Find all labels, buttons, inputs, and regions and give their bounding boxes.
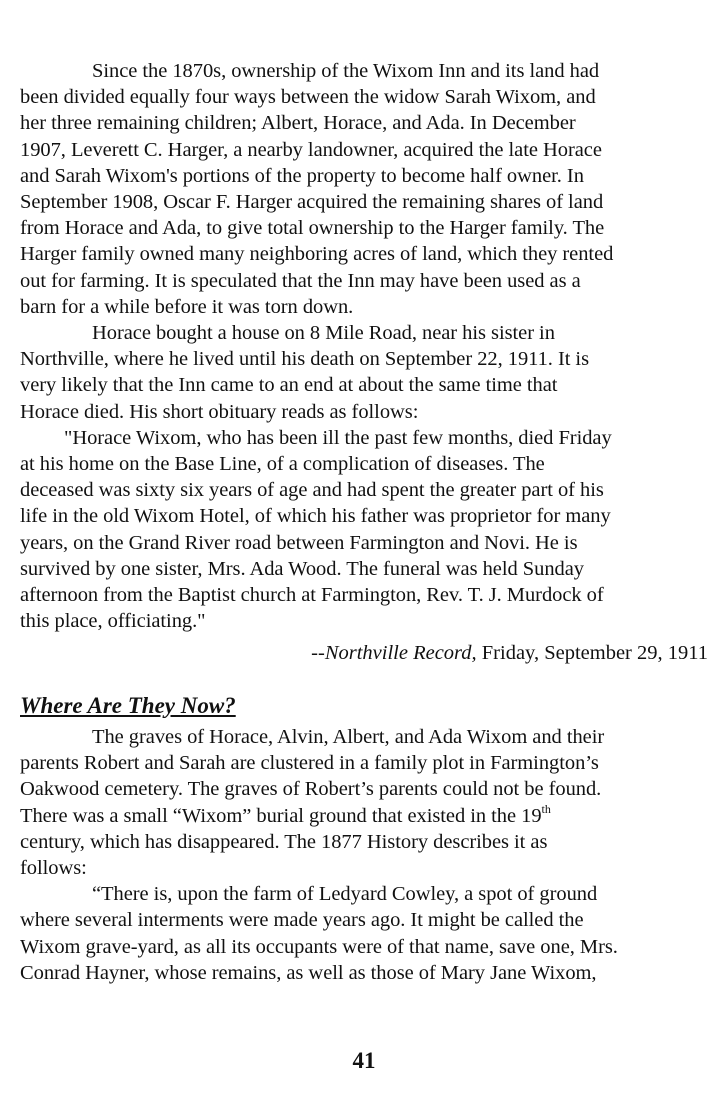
text-line: very likely that the Inn came to an end at about the same time that xyxy=(20,374,558,397)
text-line: been divided equally four ways between the widow Sarah Wixom, and xyxy=(20,86,596,109)
quote-line: Conrad Hayner, whose remains, as well as those of Mary Jane Wixom, xyxy=(20,961,597,984)
quote-line: afternoon from the Baptist church at Farmington, Rev. T. J. Murdock of xyxy=(20,584,604,607)
text-line: Northville, where he lived until his death on September 22, 1911. It is xyxy=(20,348,590,371)
body-text-section-1 xyxy=(20,58,706,634)
text-line: out for farming. It is speculated that the Inn may have been used as a xyxy=(20,269,581,292)
text-line: barn for a while before it was torn down. xyxy=(20,295,354,318)
quote-line: at his home on the Base Line, of a complication of diseases. The xyxy=(20,453,545,476)
text-line: Horace died. His short obituary reads as follows: xyxy=(20,400,419,423)
text-line: Oakwood cemetery. The graves of Robert’s parents could not be found. xyxy=(20,778,602,801)
text-line: century, which has disappeared. The 1877 History describes it as xyxy=(20,830,548,853)
citation-date: Friday, September 29, 1911 xyxy=(476,642,708,664)
text-line xyxy=(20,803,706,829)
quote-line: “There is, upon the farm of Ledyard Cowley, a spot of ground xyxy=(92,883,598,906)
text-line: parents Robert and Sarah are clustered in a family plot in Farmington’s xyxy=(20,752,599,775)
quote-line: Wixom grave-yard, as all its occupants were of that name, save one, Mrs. xyxy=(20,935,618,958)
text-line: 1907, Leverett C. Harger, a nearby landowner, acquired the late Horace xyxy=(20,138,602,161)
text-line: September 1908, Oscar F. Harger acquired the remaining shares of land xyxy=(20,191,604,214)
text-line: Horace bought a house on 8 Mile Road, near his sister in xyxy=(92,322,555,345)
text-line: her three remaining children; Albert, Horace, and Ada. In December xyxy=(20,112,576,135)
quote-citation xyxy=(20,640,708,666)
quote-line: survived by one sister, Mrs. Ada Wood. The funeral was held Sunday xyxy=(20,557,584,580)
text-line: from Horace and Ada, to give total ownership to the Harger family. The xyxy=(20,217,605,240)
text-line: follows: xyxy=(20,857,87,880)
text-line: Since the 1870s, ownership of the Wixom Inn and its land had xyxy=(92,60,600,82)
citation-prefix: -- xyxy=(311,642,325,664)
text-line: The graves of Horace, Alvin, Albert, and Ada Wixom and their xyxy=(92,726,605,748)
quote-line: "Horace Wixom, who has been ill the past few months, died Friday xyxy=(64,426,612,449)
body-text-section-2 xyxy=(20,724,706,986)
quote-line: this place, officiating." xyxy=(20,610,206,633)
text-line: and Sarah Wixom's portions of the property to become half owner. In xyxy=(20,164,584,187)
text-line-main: There was a small “Wixom” burial ground that existed in the 19 xyxy=(20,804,542,827)
citation-source: Northville Record, xyxy=(324,642,477,664)
page-number: 41 xyxy=(352,1048,376,1073)
section-heading: Where Are They Now? xyxy=(20,693,236,718)
quote-line: years, on the Grand River road between Farmington and Novi. He is xyxy=(20,531,578,554)
ordinal-superscript: th xyxy=(541,801,551,816)
quote-line: life in the old Wixom Hotel, of which his father was proprietor for many xyxy=(20,505,611,528)
quote-line: where several interments were made years ago. It might be called the xyxy=(20,909,584,932)
text-line: Harger family owned many neighboring acres of land, which they rented xyxy=(20,243,614,266)
quote-line: deceased was sixty six years of age and had spent the greater part of his xyxy=(20,479,604,502)
